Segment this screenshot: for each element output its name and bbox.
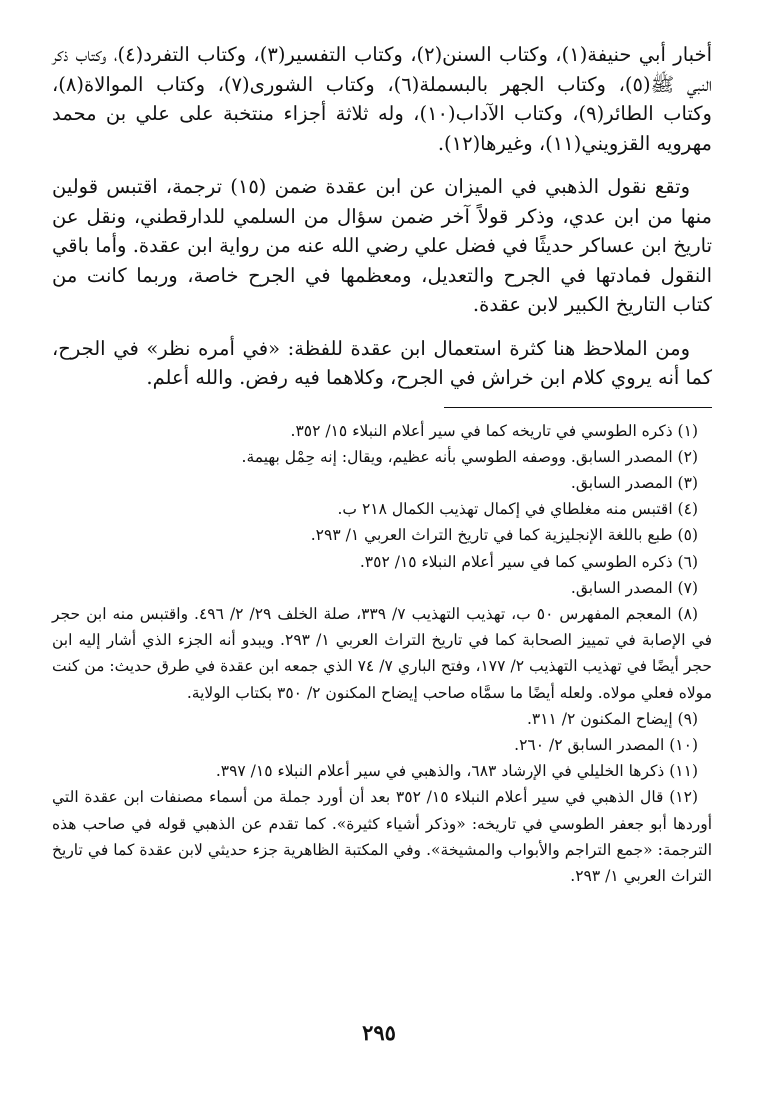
footnote-1: (١) ذكره الطوسي في تاريخه كما في سير أعلام النبلاء ١٥/ ٣٥٢.	[290, 421, 698, 440]
footnote-2: (٢) المصدر السابق. ووصفه الطوسي بأنه عظيم، ويقال: إنه حِمْل بهيمة.	[241, 447, 698, 466]
footnote-11: (١١) ذكرها الخليلي في الإرشاد ٦٨٣، والذهبي في سير أعلام النبلاء ١٥/ ٣٩٧.	[215, 762, 698, 781]
page-body	[52, 40, 712, 889]
footnote-9: (٩) إيضاح المكنون ٢/ ٣١١.	[526, 709, 698, 728]
footnotes	[52, 418, 712, 890]
footnote-8: (٨) المعجم المفهرس ٥٠ ب، تهذيب التهذيب ٧/ ٣٣٩، صلة الخلف ٢٩/ ٢/ ٤٩٦. واقتبس منه ابن حجر في الإصابة في تمييز الصحابة كما في تاريخ التراث العربي ١/ ٢٩٣. ويبدو أنه الجزء الذي أشار إليه ابن حجر أيضًا في تهذيب التهذيب ٢/ ١٧٧، وفتح الباري ٧/ ٧٤ الذي جمعه ابن عقدة في طرق حديث: من كنت مولاه فعلي مولاه. ولعله أيضًا ما سمَّاه صاحب إيضاح المكنون ٢/ ٣٥٠ بكتاب الولاية.	[52, 604, 712, 702]
footnote-divider	[444, 407, 712, 408]
body-paragraph-3: ومن الملاحظ هنا كثرة استعمال ابن عقدة للفظة: «في أمره نظر» في الجرح، كما أنه يروي كلام ابن خراش في الجرح، وكلاهما فيه رفض. والله أعلم.	[52, 336, 712, 389]
body-paragraph-2: وتقع نقول الذهبي في الميزان عن ابن عقدة ضمن (١٥) ترجمة، اقتبس قولين منها من ابن عدي، وذكر قولاً آخر ضمن سؤال من السلمي للدارقطني، ونقل عن تاريخ ابن عساكر حديثًا في فضل علي رضي الله عنه من رواية ابن عقدة. وأما باقي النقول فمادتها في الجرح والتعديل، ومعظمها في الجرح خاصة، وربما كانت من كتاب التاريخ الكبير لابن عقدة.	[52, 175, 712, 316]
footnote-3: (٣) المصدر السابق.	[570, 473, 698, 492]
footnote-6: (٦) ذكره الطوسي كما في سير أعلام النبلاء ١٥/ ٣٥٢.	[359, 552, 698, 571]
footnote-4: (٤) اقتبس منه مغلطاي في إكمال تهذيب الكمال ٢١٨ ب.	[337, 500, 698, 519]
footnote-12: (١٢) قال الذهبي في سير أعلام النبلاء ١٥/ ٣٥٢ بعد أن أورد جملة من أسماء مصنفات ابن عقدة التي أوردها أبو جعفر الطوسي في تاريخه: «وذكر أشياء كثيرة». كما تقدم عن الذهبي قوله في صاحب هذه الترجمة: «جمع التراجم والأبواب والمشيخة». وفي المكتبة الظاهرية جزء حديثي لابن عقدة كما في تاريخ التراث العربي ١/ ٢٩٣.	[52, 788, 712, 885]
footnote-5: (٥) طبع باللغة الإنجليزية كما في تاريخ التراث العربي ١/ ٢٩٣.	[310, 526, 698, 545]
body-paragraph-1: أخبار أبي حنيفة(١)، وكتاب السنن(٢)، وكتاب التفسير(٣)، وكتاب التفرد(٤)، وكتاب ذكر النبي ﷺ(٥)، وكتاب الجهر بالبسملة(٦)، وكتاب الشورى(٧)، وكتاب الموالاة(٨)، وكتاب الطائر(٩)، وكتاب الآداب(١٠)، وله ثلاثة أجزاء منتخبة على علي بن محمد مهرويه القزويني(١١)، وغيرها(١٢).	[52, 43, 712, 155]
footnote-7: (٧) المصدر السابق.	[570, 578, 698, 597]
footnote-10: (١٠) المصدر السابق ٢/ ٢٦٠.	[514, 735, 698, 754]
page-number: ٢٩٥	[362, 1020, 396, 1045]
